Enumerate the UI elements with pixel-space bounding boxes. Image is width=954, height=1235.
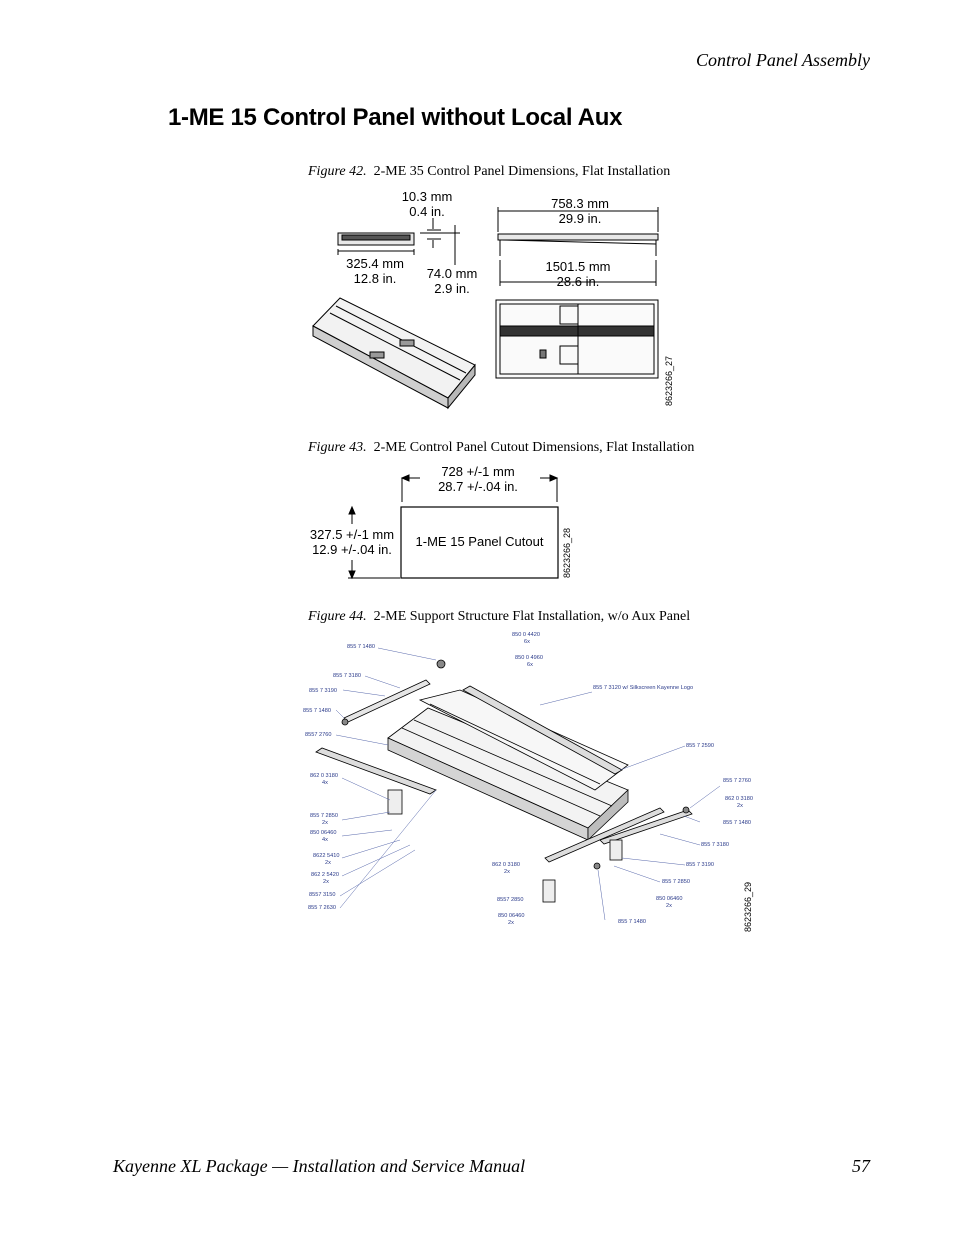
part-label: 855 7 3120 w/ Silkscreen Kayenne Logo [593,685,694,691]
part-label [313,853,339,867]
part-label: 855 7 3180 [701,842,729,848]
part-number: 850 06460 [310,830,337,836]
part-number: 8622 5410 [313,853,340,859]
part-label: 855 7 1480 [303,708,331,714]
footer-page-number: 57 [852,1156,870,1176]
part-qty: 2x [666,903,672,909]
part-number: 862 0 3180 [492,862,520,868]
part-qty: 2x [504,869,510,875]
figure44-label: Figure 44. [308,609,367,624]
f42-figure-id: 8623266_27 [664,355,674,406]
f43-height-mm: 327.5 +/-1 mm [309,527,395,542]
part-label [656,896,682,910]
part-number: 850 06460 [498,913,525,919]
part-label: 855 7 1480 [618,919,646,925]
part-qty: 6x [527,662,533,668]
figure43-label: Figure 43. [308,440,367,455]
f42-overall-mm: 1501.5 mm [545,259,611,274]
f43-cutout-label: 1-ME 15 Panel Cutout [415,534,544,549]
part-label [311,872,339,886]
part-qty: 2x [325,860,331,866]
part-number: 855 7 2850 [310,813,338,819]
f43-width-mm: 728 +/-1 mm [441,464,515,479]
f42-width-mm: 758.3 mm [551,196,609,211]
part-label [310,830,336,844]
part-qty: 4x [322,780,328,786]
part-label [725,796,753,810]
part-number: 862 0 3180 [725,796,753,802]
f42-overall-in: 28.6 in. [556,274,600,289]
footer-manual-title: Kayenne XL Package — Installation and Service Manual [113,1156,526,1176]
part-label: 855 7 3190 [309,688,337,694]
part-label [310,773,338,787]
part-label: 855 7 1480 [723,820,751,826]
part-label: 855 7 2760 [723,778,751,784]
part-label: 8557 2850 [497,897,524,903]
part-number: 850 0 4960 [515,655,543,661]
part-label [310,813,338,827]
figure42-label: Figure 42. [308,164,367,179]
part-label: 855 7 2850 [662,879,690,885]
running-header: Control Panel Assembly [696,50,870,70]
f42-thickness-in: 0.4 in. [409,204,445,219]
f43-figure-id: 8623266_28 [562,527,572,578]
f42-depth-mm: 325.4 mm [346,256,404,271]
part-label: 855 7 2630 [308,905,336,911]
f42-width-in: 29.9 in. [558,211,602,226]
part-number: 850 0 4420 [512,632,540,638]
f42-depth-in: 12.8 in. [353,271,397,286]
part-qty: 2x [322,820,328,826]
figure44-caption-text: 2-ME Support Structure Flat Installation, w/o Aux Panel [373,609,691,624]
part-number: 850 06460 [656,896,683,902]
f44-figure-id: 8623266_29 [743,881,753,932]
part-qty: 2x [508,920,514,926]
part-number: 862 2 5420 [311,872,339,878]
figure42-caption-text: 2-ME 35 Control Panel Dimensions, Flat Installation [373,164,671,179]
part-qty: 2x [737,803,743,809]
f43-width-in: 28.7 +/-.04 in. [438,479,518,494]
part-number: 862 0 3180 [310,773,338,779]
part-label: 855 7 1480 [347,644,375,650]
page-title: 1-ME 15 Control Panel without Local Aux [168,104,623,131]
f42-height-mm: 74.0 mm [426,266,478,281]
f43-height-in: 12.9 +/-.04 in. [312,542,392,557]
f42-height-in: 2.9 in. [434,281,470,296]
figure43-caption-text: 2-ME Control Panel Cutout Dimensions, Flat Installation [373,440,695,455]
part-label [512,632,540,646]
part-qty: 4x [322,837,328,843]
part-label [515,655,543,669]
part-qty: 6x [524,639,530,645]
part-label [492,862,520,876]
part-qty: 2x [323,879,329,885]
part-label: 8557 3150 [309,892,336,898]
part-label: 8557 2760 [305,732,332,738]
part-label: 855 7 3180 [333,673,361,679]
part-label: 855 7 3190 [686,862,714,868]
f42-thickness-mm: 10.3 mm [401,189,453,204]
part-label [498,913,524,927]
part-label: 855 7 2590 [686,743,714,749]
